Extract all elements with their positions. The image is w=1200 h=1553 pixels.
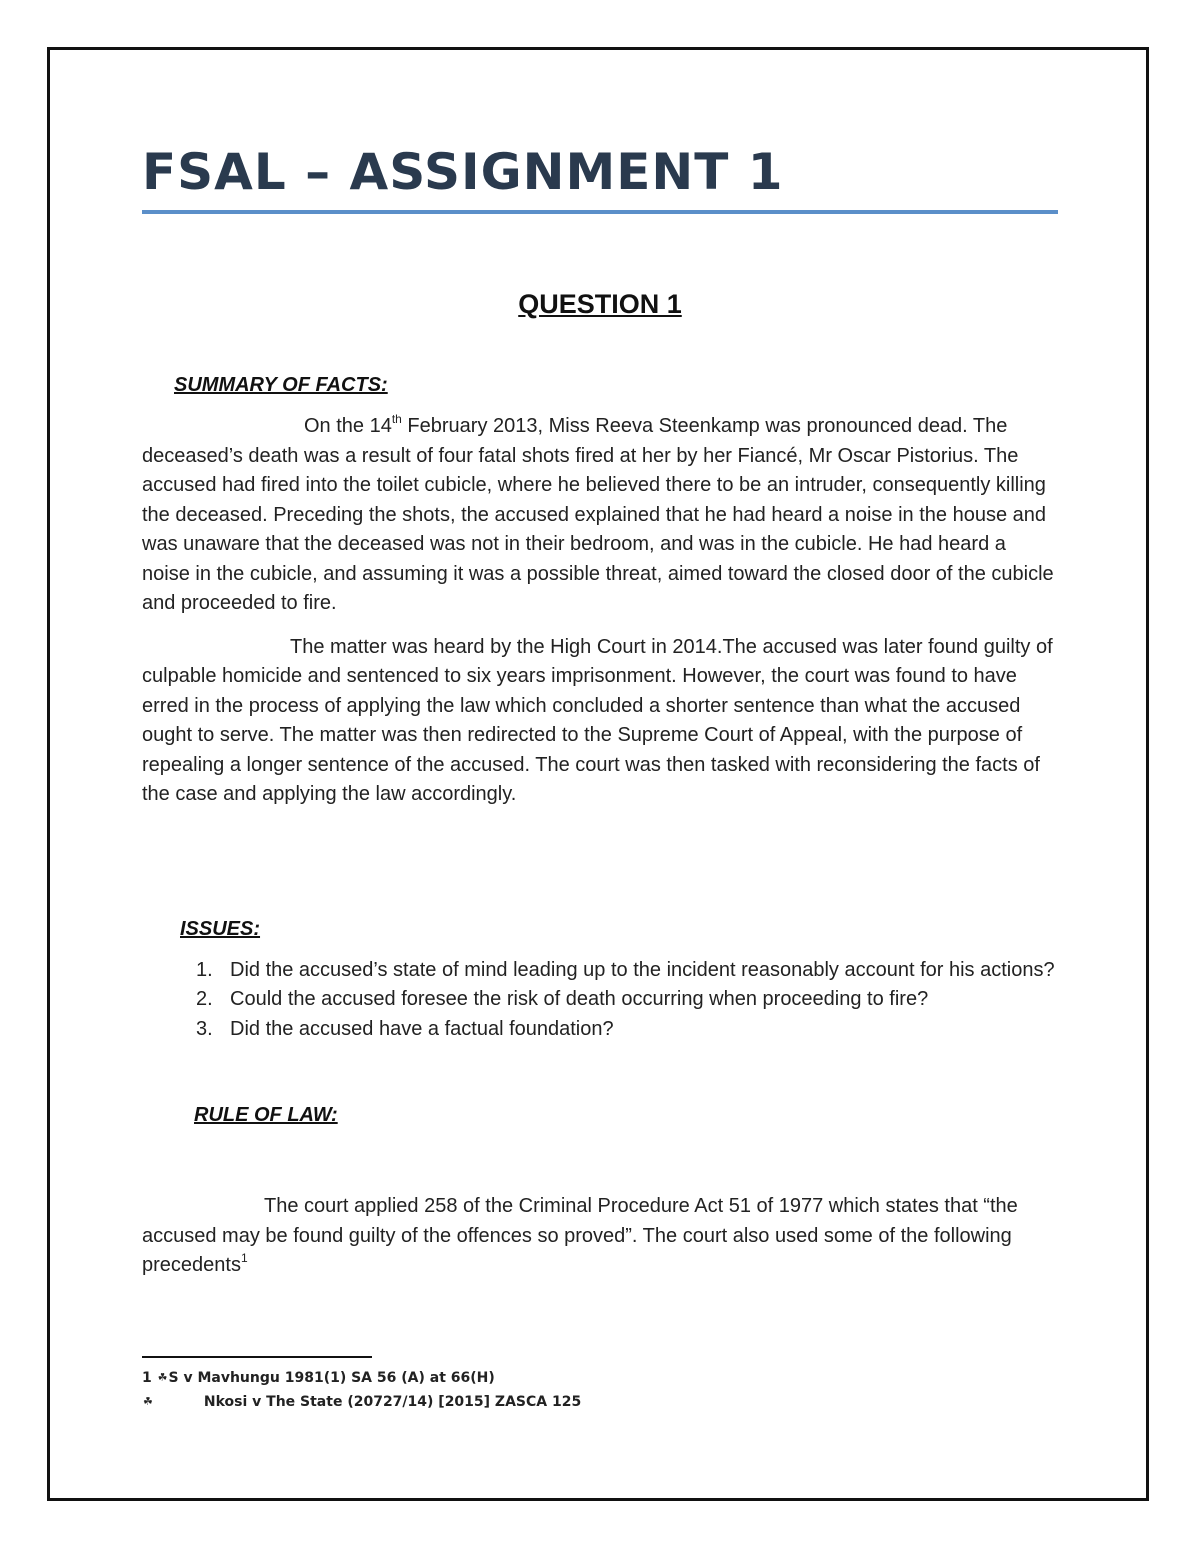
question-heading: QUESTION 1 (518, 289, 682, 319)
summary-p1-start: On the 14 (304, 415, 392, 437)
document-body (142, 140, 1058, 1281)
summary-paragraph-1 (142, 412, 1058, 619)
issue-number: 1. (196, 958, 213, 981)
issue-text: Could the accused foresee the risk of death occurring when proceeding to fire? (230, 988, 929, 1010)
footnote-1 (142, 1366, 1042, 1390)
summary-paragraph-2: The matter was heard by the High Court in 2014.The accused was later found guilty of culpable homicide and sentenced to six years imprisonment. However, the court was found to have erred in the process of applying the law which concluded a shorter sentence than what the accused ought to serve. The matter was then redirected to the Supreme Court of Appeal, with the purpose of repealing a longer sentence of the accused. The court was then tasked with reconsidering the facts of the case and applying the law accordingly. (142, 635, 1053, 805)
issue-item (142, 985, 1058, 1015)
bullet-glyph-icon: ☘ (157, 1371, 168, 1384)
title-underline-rule (142, 210, 1058, 214)
issue-text: Did the accused have a factual foundation? (230, 1017, 614, 1040)
ordinal-superscript: th (391, 412, 402, 426)
issues-heading: ISSUES: (180, 917, 261, 940)
footnote-separator (142, 1356, 372, 1358)
rule-of-law-heading-text: RULE OF LAW: (194, 1104, 338, 1126)
footnote-2 (142, 1390, 1042, 1414)
rule-of-law-text: The court applied 258 of the Criminal Procedure Act 51 of 1977 which states that “the accused may be found guilty of the offences so proved”. The court also used some of the following precedents (142, 1195, 1018, 1276)
bullet-glyph-icon: ☘ (143, 1395, 153, 1408)
issues-list (142, 956, 1058, 1045)
footnote-reference[interactable]: 1 (240, 1251, 248, 1265)
rule-of-law-paragraph (142, 1192, 1058, 1281)
issue-item (142, 956, 1058, 986)
footnotes (142, 1366, 1042, 1414)
summary-of-facts-heading: SUMMARY OF FACTS: (174, 374, 388, 396)
footnote-number: 1 (142, 1370, 152, 1386)
footnote-1-text: S v Mavhungu 1981(1) SA 56 (A) at 66(H) (168, 1370, 495, 1386)
rule-of-law-heading (162, 1102, 1058, 1128)
summary-p1-rest: February 2013, Miss Reeva Steenkamp was pronounced dead. The deceased’s death was a result of four fatal shots fired at her by her Fiancé, Mr Oscar Pistorius. The accused had fired into the toilet cubicle, where he believed there to be an intruder, consequently killing the deceased. Preceding the shots, the accused explained that he had heard a noise in the house and was unaware that the deceased was not in their bedroom, and was in the cubicle. He had heard a noise in the cubicle, and assuming it was a possible threat, aimed toward the closed door of the cubicle and proceeded to fire. (142, 415, 1054, 614)
footnote-2-text: Nkosi v The State (20727/14) [2015] ZASCA 125 (203, 1394, 582, 1410)
issue-number: 2. (196, 988, 213, 1010)
issue-text: Did the accused’s state of mind leading up to the incident reasonably account for his actions? (230, 958, 1055, 981)
issue-number: 3. (196, 1017, 213, 1040)
section-spacer (142, 810, 1058, 858)
issue-item (142, 1015, 1058, 1045)
document-title: FSAL – ASSIGNMENT 1 (142, 143, 784, 201)
